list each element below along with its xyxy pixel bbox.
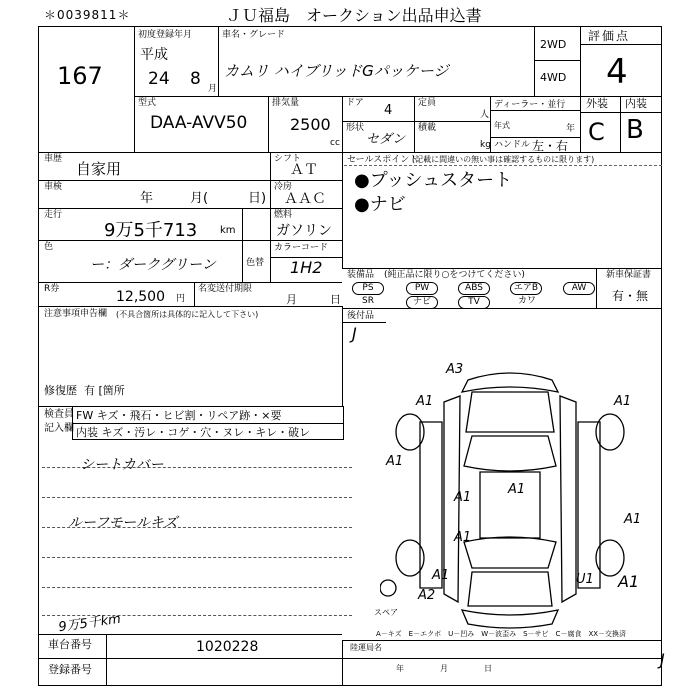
recycle-label: R券 [44, 284, 60, 294]
drive-2wd: 2WD [540, 38, 567, 51]
year-label: 年式 [494, 121, 510, 130]
sales-point-1: ●プッシュスタート [354, 170, 513, 191]
inspection-year: 年 [140, 191, 154, 206]
repair-label: 修復歴 [44, 384, 77, 397]
equipment-airbag: エアB [510, 282, 542, 295]
chassis-label: 車台番号 [48, 638, 92, 651]
history-label: 車歴 [44, 154, 63, 164]
notes-label: 注意事項申告欄 [44, 309, 108, 319]
interior-value: B [626, 115, 644, 145]
body-shape-label: 形状 [346, 123, 365, 133]
capacity-unit: 人 [480, 110, 490, 120]
handwritten-line-1: シートカバー [80, 457, 164, 473]
interior-label: 内装 [625, 97, 647, 110]
form-title: ＪＵ福島 オークション出品申込書 [226, 6, 482, 25]
equipment-aw: AW [563, 282, 595, 295]
damage-mark: A1 [386, 454, 404, 469]
recycle-unit: 円 [176, 294, 186, 304]
notes-sub: (不具合箇所は具体的に記入して下さい) [116, 310, 259, 319]
car-name-label: 車名・グレード [222, 30, 286, 40]
handwritten-line-2: ルーフモールキズ [68, 515, 178, 531]
damage-mark: A1 [454, 530, 472, 545]
damage-mark: A1 [454, 490, 472, 505]
color-code-value: 1H2 [290, 258, 323, 277]
mileage-unit: km [220, 225, 236, 236]
steering-label: ハンドル [494, 140, 531, 150]
damage-mark: A1 [432, 568, 450, 583]
sales-points-note: (記載に間違いの無い事は確認するものに限ります) [412, 155, 595, 164]
color-label: 色 [44, 242, 54, 252]
sales-point-2: ●ナビ [354, 194, 406, 215]
color-value: ー：ダークグリーン [90, 257, 216, 273]
regist-deadline-label: 名変送付期限 [198, 284, 253, 294]
aircon-label: 冷房 [274, 182, 293, 192]
equipment-pw: PW [406, 282, 438, 295]
equipment-sr: SR [362, 296, 374, 306]
fuel-value: ガソリン [276, 223, 332, 239]
displacement-value: 2500 [290, 115, 331, 134]
regist-deadline-month: 月 [286, 293, 297, 306]
inspection-label: 車検 [44, 182, 63, 192]
capacity-label: 定員 [418, 98, 437, 108]
car-name-value: カムリ ハイブリッドGパッケージ [224, 62, 449, 80]
fw-notes: FW キズ・飛石・ヒビ割・リペア跡・×要 [76, 409, 282, 422]
damage-mark: A2 [418, 588, 436, 603]
equipment-note: (純正品に限り○をつけてください) [384, 270, 525, 280]
shift-value: ＡＴ [290, 162, 318, 178]
damage-mark: A1 [624, 512, 642, 527]
displacement-label: 排気量 [272, 98, 300, 108]
first-registration-month: 8 [190, 69, 201, 89]
rating-label: 評価点 [588, 29, 631, 43]
bottom-year-label: 年 [396, 664, 404, 673]
registration-label: 登録番号 [48, 663, 92, 676]
dealer-label: ディーラー・並行 [494, 100, 566, 110]
color-code-label: カラーコード [274, 243, 329, 253]
load-label: 積載 [418, 123, 437, 133]
displacement-unit: cc [330, 138, 340, 148]
inspection-day: 日) [248, 191, 267, 206]
aircon-value: ＡＡＣ [284, 191, 326, 207]
doors-value: 4 [384, 103, 393, 118]
shift-label: シフト [274, 154, 302, 164]
equipment-abs: ABS [458, 282, 490, 295]
drive-4wd: 4WD [540, 71, 567, 84]
damage-mark: A1 [618, 572, 640, 591]
bottom-month-label: 月 [440, 664, 448, 673]
equipment-navi: ナビ [406, 296, 438, 309]
mileage-label: 走行 [44, 210, 63, 220]
damage-mark: A3 [446, 362, 464, 377]
chassis-value: 1020228 [196, 639, 259, 655]
first-registration-month-unit: 月 [208, 84, 218, 94]
bottom-day-label: 日 [484, 664, 492, 673]
first-registration-year: 24 [148, 69, 170, 89]
first-registration-label: 初度登録年月 [138, 30, 193, 40]
fuel-label: 燃料 [274, 210, 293, 220]
steering-value: 左・右 [532, 139, 569, 153]
spare-label: スペア [374, 608, 398, 617]
first-registration-era: 平成 [140, 47, 168, 63]
damage-legend: A－キズ E－エクボ U－凹み W－波歪み S－サビ C－腐食 XX－交換済 [376, 630, 627, 638]
equipment-tv: TV [458, 296, 490, 309]
serial-number: ＊0039811＊ [44, 8, 131, 22]
load-unit: kg [480, 140, 491, 150]
retrofit-label: 後付品 [347, 311, 375, 321]
recycle-value: 12,500 [116, 289, 165, 305]
damage-mark: U1 [576, 572, 594, 587]
exterior-value: C [588, 118, 605, 146]
exterior-label: 外装 [586, 97, 608, 110]
equipment-ps: PS [352, 282, 384, 295]
damage-mark: A1 [614, 394, 632, 409]
damage-mark: A1 [416, 394, 434, 409]
model-label: 型式 [138, 98, 157, 108]
body-shape-value: セダン [366, 132, 406, 147]
sales-points-label: セールスポイント [347, 155, 419, 165]
lot-number: 167 [57, 62, 103, 90]
rating-value: 4 [606, 52, 628, 92]
bottom-check: J [660, 650, 665, 669]
inspection-month: 月( [190, 191, 209, 206]
history-value: 自家用 [76, 160, 122, 178]
inspector-label-1: 検査員 [44, 409, 74, 420]
mileage-value: 9万5千713 [104, 220, 198, 241]
color-change-label: 色替 [246, 258, 265, 268]
bottom-office-label: 陸運局名 [350, 643, 382, 652]
regist-deadline-day: 日 [330, 293, 341, 306]
interior-notes: 内装 キズ・汚レ・コゲ・穴・ヌレ・キレ・破レ [76, 426, 311, 439]
new-car-warranty-value: 有・無 [612, 289, 649, 303]
retrofit-check: J [352, 324, 357, 343]
equipment-leather: カワ [518, 296, 537, 306]
handwritten-line-3: 9万5千km [57, 611, 122, 636]
equipment-label: 装備品 [347, 270, 375, 280]
doors-label: ドア [346, 98, 364, 108]
year-unit: 年 [566, 124, 576, 134]
inspector-label-2: 記入欄 [44, 423, 74, 434]
damage-mark: A1 [508, 482, 526, 497]
repair-value: 有 [箇所 [84, 384, 125, 397]
model-value: DAA-AVV50 [150, 113, 248, 133]
new-car-warranty-label: 新車保証書 [606, 270, 652, 280]
